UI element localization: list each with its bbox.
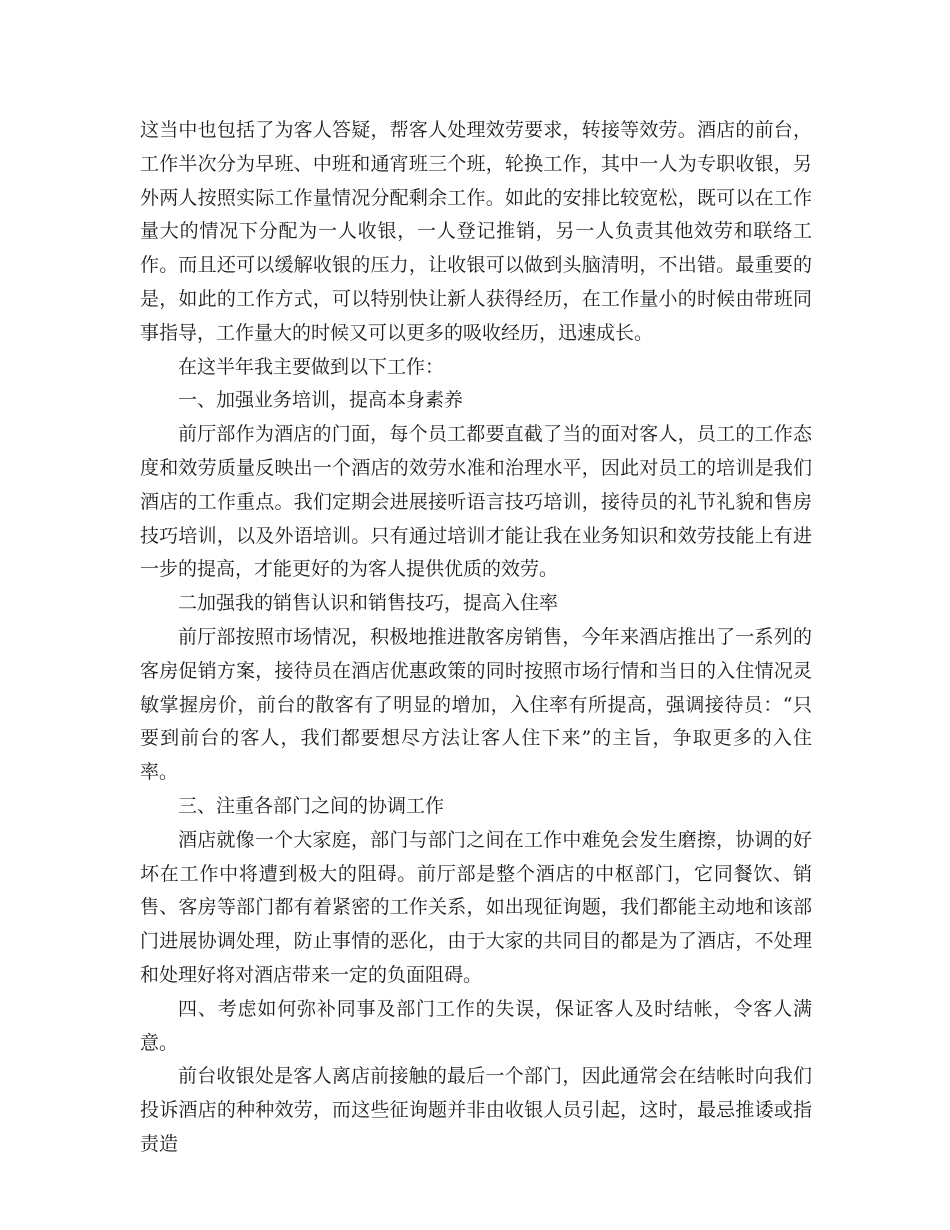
document-body (140, 114, 812, 1162)
paragraph: 前厅部作为酒店的门面，每个员工都要直截了当的面对客人，员工的工作态度和效劳质量反映出一个酒店的效劳水准和治理水平，因此对员工的培训是我们酒店的工作重点。我们定期会进展接听语言技巧培训，接待员的礼节礼貌和售房技巧培训，以及外语培训。只有通过培训才能让我在业务知识和效劳技能上有进一步的提高，才能更好的为客人提供优质的效劳。 (140, 423, 812, 581)
paragraph: 在这半年我主要做到以下工作： (178, 355, 445, 378)
section-heading: 四、考虑如何弥补同事及部门工作的失误，保证客人及时结帐，令客人满意。 (140, 997, 812, 1054)
paragraph: 这当中也包括了为客人答疑，帮客人处理效劳要求，转接等效劳。酒店的前台，工作半次分为早班、中班和通宵班三个班，轮换工作，其中一人为专职收银，另外两人按照实际工作量情况分配剩余工作。如此的安排比较宽松，既可以在工作量大的情况下分配为一人收银，一人登记推销，另一人负责其他效劳和联络工作。而且还可以缓解收银的压力，让收银可以做到头脑清明，不出错。最重要的是，如此的工作方式，可以特别快让新人获得经历，在工作量小的时候由带班同事指导，工作量大的时候又可以更多的吸收经历，迅速成长。 (140, 119, 812, 344)
paragraph: 前台收银处是客人离店前接触的最后一个部门，因此通常会在结帐时向我们投诉酒店的种种效劳，而这些征询题并非由收银人员引起，这时，最忌推诿或指责造 (140, 1065, 812, 1155)
section-heading: 三、注重各部门之间的协调工作 (178, 794, 445, 817)
paragraph: 酒店就像一个大家庭，部门与部门之间在工作中难免会发生磨擦，协调的好坏在工作中将遭到极大的阻碍。前厅部是整个酒店的中枢部门，它同餐饮、销售、客房等部门都有着紧密的工作关系，如出现征询题，我们都能主动地和该部门进展协调处理，防止事情的恶化，由于大家的共同目的都是为了酒店，不处理和处理好将对酒店带来一定的负面阻碍。 (140, 828, 812, 986)
paragraph: 前厅部按照市场情况，积极地推进散客房销售，今年来酒店推出了一系列的客房促销方案，接待员在酒店优惠政策的同时按照市场行情和当日的入住情况灵敏掌握房价，前台的散客有了明显的增加，入住率有所提高，强调接待员：“只要到前台的客人，我们都要想尽方法让客人住下来”的主旨，争取更多的入住率。 (140, 625, 812, 784)
section-heading: 二加强我的销售认识和销售技巧，提高入住率 (178, 592, 559, 615)
section-heading: 一、加强业务培训，提高本身素养 (178, 389, 464, 412)
